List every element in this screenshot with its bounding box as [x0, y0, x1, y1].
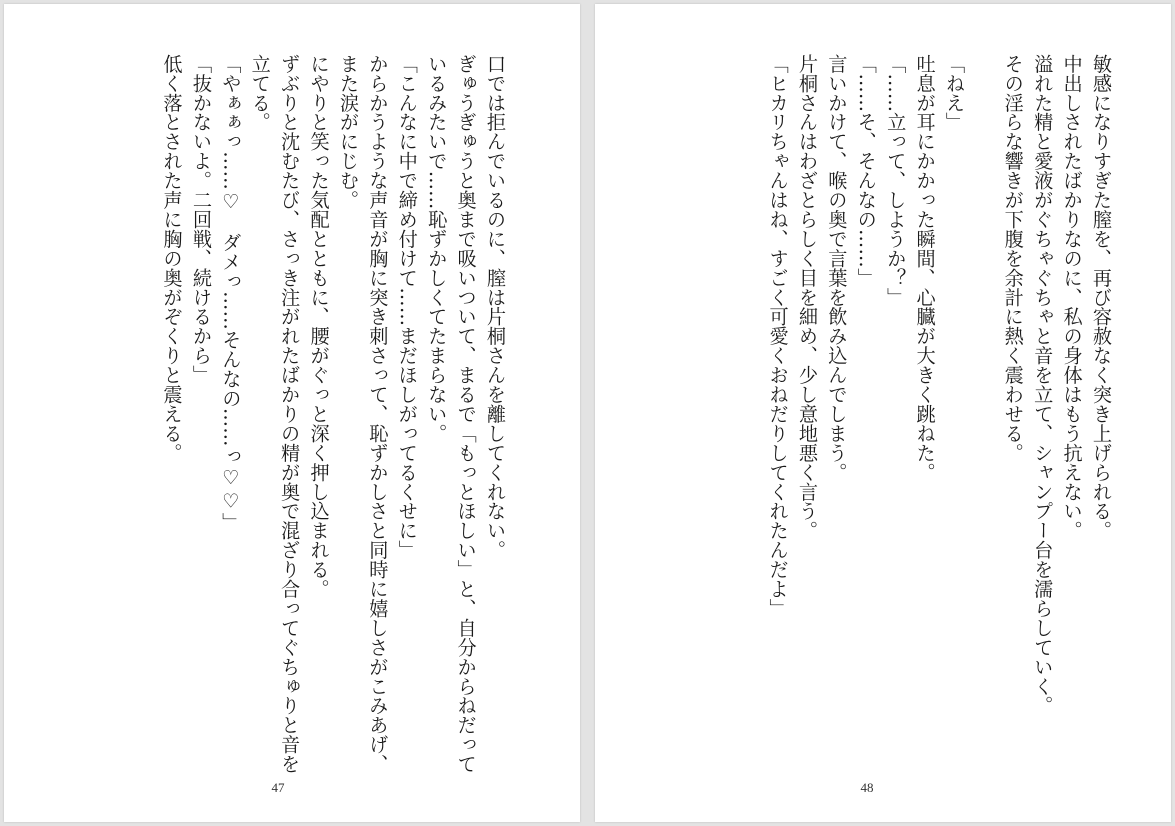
paragraph-gap [969, 54, 998, 774]
book-page-right [595, 4, 1171, 822]
text-line: 「……そ、そんなの……」 [854, 54, 878, 288]
text-line: 「やぁぁっ……♡ ダメっ……そんなの……っ♡♡」 [219, 54, 243, 533]
text-line: 「……立って、しようか？」 [884, 54, 908, 307]
text-line: 低く落とされた声に胸の奥がぞくりと震える。 [160, 54, 184, 463]
text-line: 口では拒んでいるのに、膣は片桐さんを離してくれない。 [484, 54, 507, 560]
text-line: また涙がにじむ。 [336, 54, 360, 210]
text-line: ずぶりと沈むたび、さっき注がれたばかりの精が奥で混ざり合ってぐちゅりと音を [278, 54, 302, 774]
book-page-left [4, 4, 580, 822]
text-line: その淫らな響きが下腹を余計に熱く震わせる。 [1001, 54, 1025, 463]
text-line: からかうような声音が胸に突き刺さって、恥ずかしさと同時に嬉しさがこみあげ、 [366, 54, 390, 774]
page-number: 47 [271, 780, 285, 795]
text-line: にやりと笑った気配とともに、腰がぐっと深く押し込まれる。 [307, 54, 331, 599]
text-line: 「ヒカリちゃんはね、すごく可愛くおねだりしてくれたんだよ」 [766, 54, 790, 619]
text-line: 片桐さんはわざとらしく目を細め、少し意地悪く言う。 [795, 54, 819, 541]
text-line: いるみたいで……恥ずかしくてたまらない。 [425, 54, 449, 443]
text-line: 敏感になりすぎた膣を、再び容赦なく突き上げられる。 [1090, 54, 1113, 541]
text-line: 「抜かないよ。二回戦、続けるから」 [189, 54, 213, 385]
text-line: 「こんなに中で締め付けて……まだほしがってるくせに」 [395, 54, 419, 560]
text-line: 中出しされたばかりなのに、私の身体はもう抗えない。 [1060, 54, 1084, 541]
text-line: ぎゅうぎゅうと奥まで吸いついて、まるで「もっとほしい」と、自分からねだって [454, 54, 478, 774]
vertical-text-block [763, 54, 1116, 774]
page-number: 48 [860, 780, 874, 795]
text-line: 立てる。 [248, 54, 272, 132]
text-line: 溢れた精と愛液がぐちゃぐちゃと音を立て、シャンプー台を濡らしていく。 [1031, 54, 1055, 716]
text-line: 「ねえ」 [942, 54, 966, 132]
vertical-text-block [157, 54, 510, 774]
text-line: 言いかけて、喉の奥で言葉を飲み込んでしまう。 [825, 54, 849, 482]
text-line: 吐息が耳にかかった瞬間、心臓が大きく跳ねた。 [913, 54, 937, 482]
